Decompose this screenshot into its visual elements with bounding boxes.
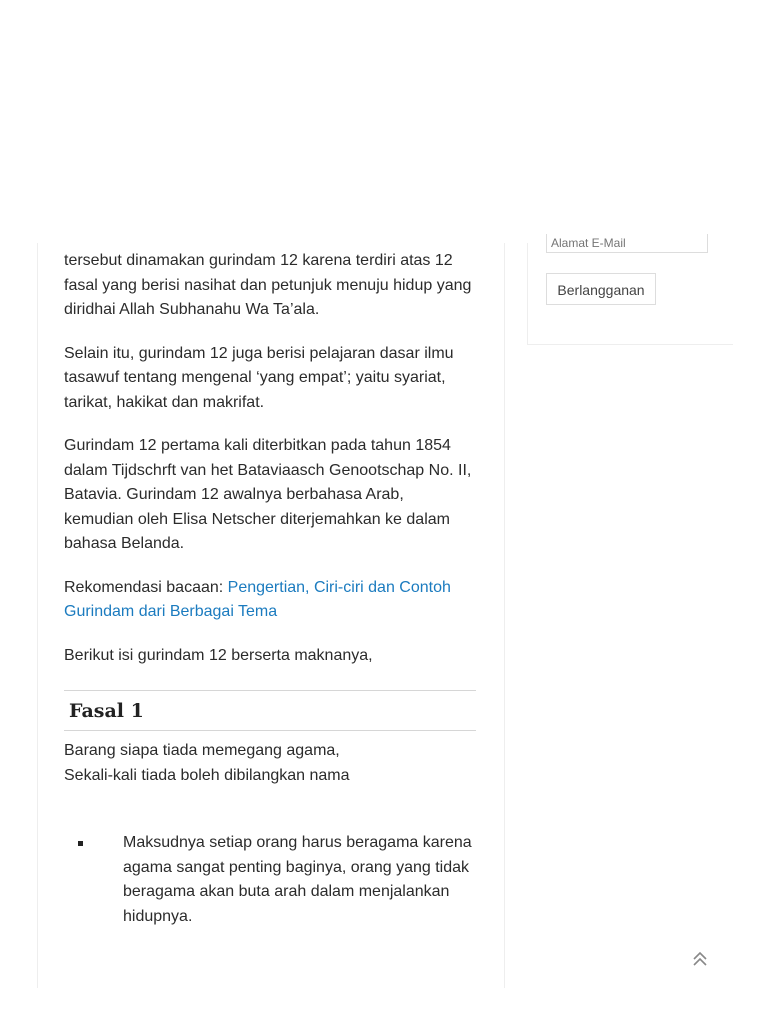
fasal-heading: Fasal 1 [64,690,476,731]
double-chevron-up-icon [688,947,712,971]
list-item [123,831,476,929]
article-body [64,249,476,929]
subscribe-button[interactable]: Berlangganan [546,273,656,305]
verse [64,739,476,788]
intro-list-text: Berikut isi gurindam 12 berserta maknanya, [64,646,373,664]
recommendation-link[interactable]: Pengertian, Ciri-ciri dan Contoh Gurindam dari Berbagai Tema [64,578,451,620]
article-paragraph: Selain itu, gurindam 12 juga berisi pelajaran dasar ilmu tasawuf tentang mengenal ‘yang empat’; yaitu syariat, tarikat, hakikat dan makrifat. [64,344,454,411]
square-bullet-icon [78,841,83,846]
email-input[interactable] [547,236,705,250]
article-paragraph: tersebut dinamakan gurindam 12 karena terdiri atas 12 fasal yang berisi nasihat dan petunjuk menuju hidup yang diridhai Allah Subhanahu Wa Ta’ala. [64,252,472,318]
back-to-top-button[interactable] [688,947,712,971]
recommendation [64,576,476,625]
verse-line: Sekali-kali tiada boleh dibilangkan nama [64,766,350,784]
recommendation-label: Rekomendasi bacaan: [64,578,228,596]
article-paragraph: Gurindam 12 pertama kali diterbitkan pada tahun 1854 dalam Tijdschrft van het Bataviaasch Genootschap No. II, Batavia. Gurindam 12 awalnya berbahasa Arab, kemudian oleh Elisa Netscher diterjemahkan ke dalam bahasa Belanda. [64,437,472,552]
verse-line: Barang siapa tiada memegang agama, [64,742,340,759]
meaning-list [64,831,476,929]
list-item-text: Maksudnya setiap orang harus beragama karena agama sangat penting baginya, orang yang tidak beragama akan buta arah dalam menjalankan hidupnya. [123,834,472,925]
ad-area [0,0,768,243]
email-field[interactable] [546,234,708,253]
